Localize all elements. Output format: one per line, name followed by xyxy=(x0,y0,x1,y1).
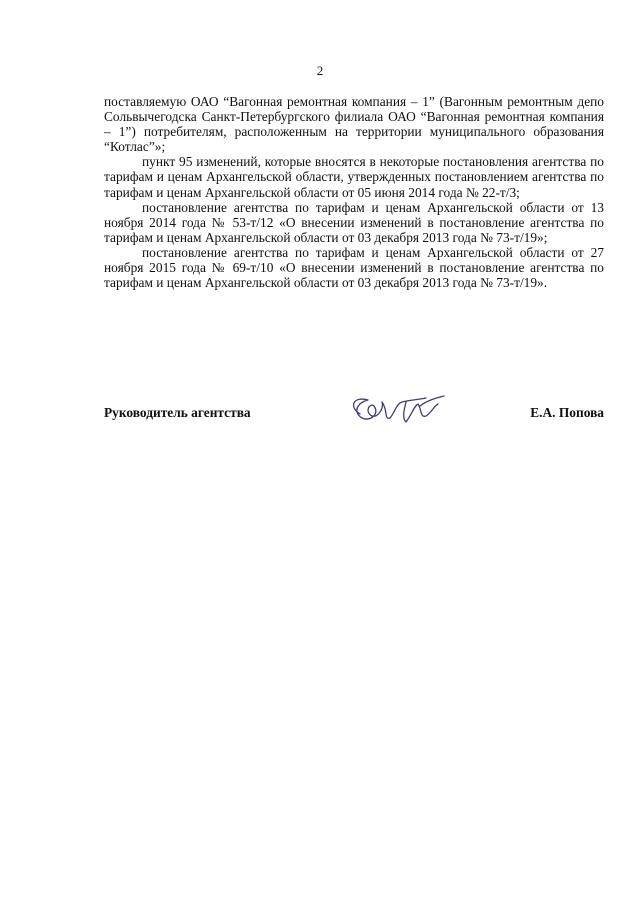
body-text xyxy=(104,94,604,290)
paragraph-resolution-53: постановление агентства по тарифам и ценам Архангельской области от 13 ноября 2014 года № 53-т/12 «О внесении изменений в постановление агентства по тарифам и ценам Архангельской области от 03 декабря 2013 года № 73-т/19»; xyxy=(104,199,604,245)
signatory-title: Руководитель агентства xyxy=(104,405,251,420)
page-number: 2 xyxy=(316,63,324,78)
paragraph-item-95: пункт 95 изменений, которые вносятся в некоторые постановления агентства по тарифам и ценам Архангельской области, утвержденных постановлением агентства по тарифам и ценам Архангельской области от 05 июня 2014 года № 22-т/3; xyxy=(104,154,604,200)
paragraph-resolution-69: постановление агентства по тарифам и ценам Архангельской области от 27 ноября 2015 года № 69-т/10 «О внесении изменений в постановление агентства по тарифам и ценам Архангельской области от 03 декабря 2013 года № 73-т/19». xyxy=(104,244,604,291)
handwritten-signature xyxy=(340,392,450,432)
signatory-name: Е.А. Попова xyxy=(530,405,604,420)
paragraph-continuation: поставляемую ОАО “Вагонная ремонтная компания – 1” (Вагонным ремонтным депо Сольвычегодска Санкт-Петербургского филиала ОАО “Вагонная ремонтная компания – 1”) потребителям, расположенным на территории муниципального образования “Котлас”»; xyxy=(104,94,604,155)
